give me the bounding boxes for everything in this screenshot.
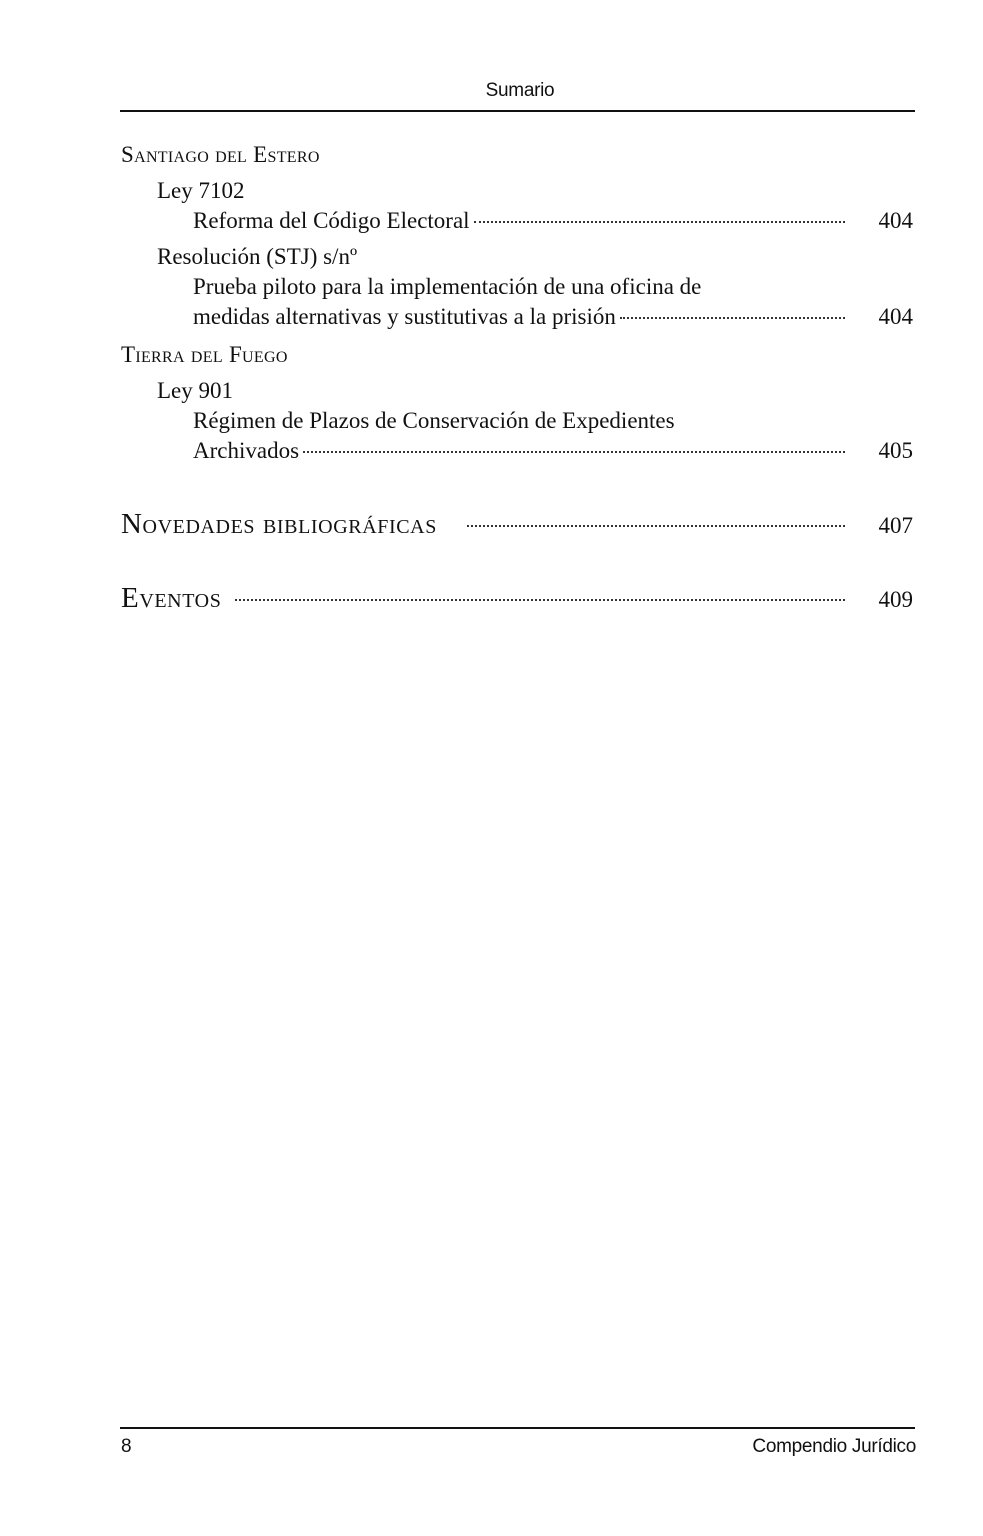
toc-entry-label: medidas alternativas y sustitutivas a la prisión bbox=[193, 304, 616, 329]
section-heading-santiago-del-estero: Santiago del Estero bbox=[121, 142, 320, 167]
item-heading-resolucion-stj: Resolución (STJ) s/nº bbox=[157, 244, 358, 269]
section-heading-tierra-del-fuego: Tierra del Fuego bbox=[121, 342, 288, 367]
toc-entry-label-line: Régimen de Plazos de Conservación de Expedientes bbox=[193, 408, 675, 433]
toc-major-label: Eventos bbox=[121, 582, 222, 614]
dot-leader bbox=[303, 451, 845, 453]
toc-entry-page: 405 bbox=[878, 438, 913, 463]
toc-entry-label: Reforma del Código Electoral bbox=[193, 208, 470, 233]
toc-entry-page: 404 bbox=[878, 208, 913, 233]
toc-entry-regimen-plazos[interactable] bbox=[193, 436, 913, 466]
toc-entry-page: 409 bbox=[878, 587, 913, 612]
dot-leader bbox=[467, 525, 845, 527]
dot-leader bbox=[235, 599, 845, 601]
header-rule bbox=[120, 110, 915, 112]
toc-major-label: Novedades bibliográficas bbox=[121, 508, 437, 540]
footer-page-number: 8 bbox=[121, 1436, 132, 1457]
toc-entry-novedades-bibliograficas[interactable] bbox=[121, 506, 913, 544]
toc-entry-page: 404 bbox=[878, 304, 913, 329]
toc-entry-label-line: Prueba piloto para la implementación de una oficina de bbox=[193, 274, 702, 299]
toc-entry-reforma-codigo-electoral[interactable] bbox=[193, 206, 913, 236]
item-heading-ley-7102: Ley 7102 bbox=[157, 178, 245, 203]
toc-entry-eventos[interactable] bbox=[121, 580, 913, 618]
toc-entry-page: 407 bbox=[878, 513, 913, 538]
dot-leader bbox=[474, 221, 845, 223]
toc-entry-prueba-piloto[interactable] bbox=[193, 302, 913, 332]
footer-rule bbox=[120, 1427, 915, 1429]
footer-publication-title: Compendio Jurídico bbox=[752, 1436, 916, 1457]
toc-entry-label: Archivados bbox=[193, 438, 300, 463]
item-heading-ley-901: Ley 901 bbox=[157, 378, 234, 403]
running-header-title: Sumario bbox=[485, 80, 555, 101]
dot-leader bbox=[620, 317, 845, 319]
